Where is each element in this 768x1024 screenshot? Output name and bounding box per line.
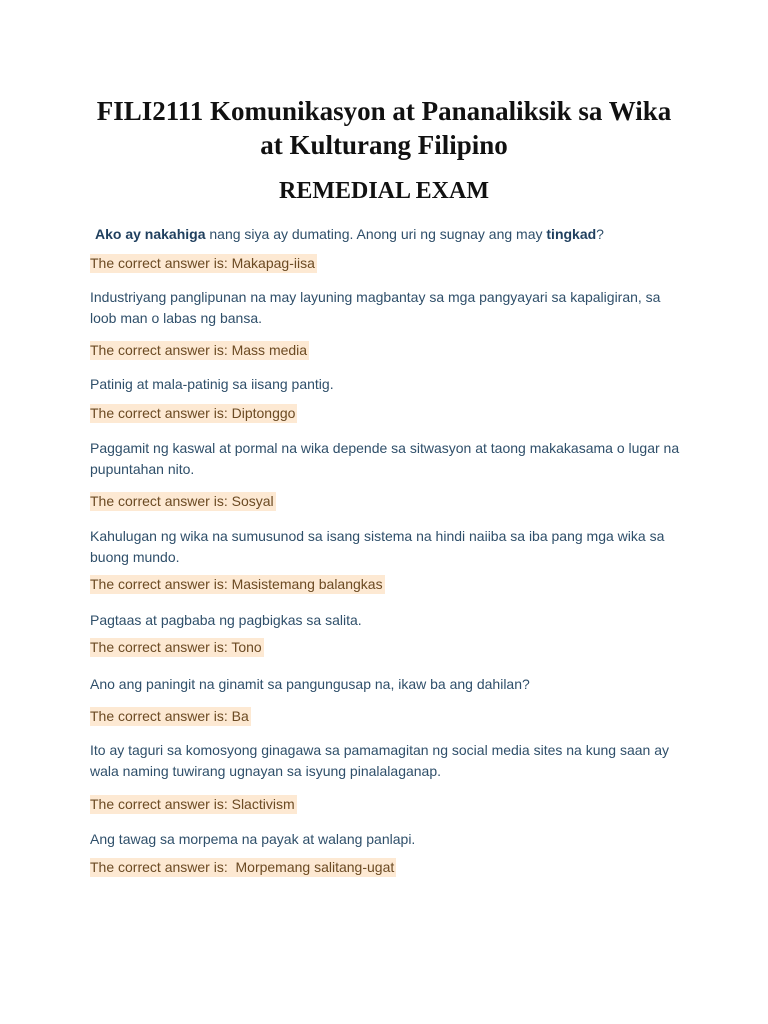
answer-1: The correct answer is: Makapag-iisa bbox=[90, 255, 315, 271]
answer-2: The correct answer is: Mass media bbox=[90, 342, 308, 358]
answer-3: The correct answer is: Diptonggo bbox=[90, 405, 296, 421]
question-4: Paggamit ng kaswal at pormal na wika depende sa sitwasyon at taong makakasama o lugar na pupuntahan nito. bbox=[90, 440, 680, 477]
title-line-1: FILI2111 Komunikasyon at Pananaliksik sa Wika bbox=[96, 96, 672, 126]
question-8: Ito ay taguri sa komosyong ginagawa sa pamamagitan ng social media sites na kung saan ay wala naming tuwirang ugnayan sa isyung pinalalaganap. bbox=[90, 742, 670, 779]
exam-subtitle: REMEDIAL EXAM bbox=[278, 178, 489, 204]
question-1 bbox=[95, 224, 695, 245]
question-6: Pagtaas at pagbaba ng pagbigkas sa salita. bbox=[90, 612, 362, 628]
answer-4: The correct answer is: Sosyal bbox=[90, 493, 274, 509]
answer-6: The correct answer is: Tono bbox=[90, 639, 262, 655]
answer-9: The correct answer is: Morpemang salitang-ugat bbox=[90, 859, 395, 875]
document-title bbox=[40, 94, 728, 162]
answer-7: The correct answer is: Ba bbox=[90, 708, 249, 724]
answer-8: The correct answer is: Slactivism bbox=[90, 796, 295, 812]
title-line-2: at Kulturang Filipino bbox=[260, 130, 508, 160]
question-1-bold-1: Ako ay nakahiga bbox=[95, 226, 206, 242]
question-7: Ano ang paningit na ginamit sa pangungusap na, ikaw ba ang dahilan? bbox=[90, 676, 530, 692]
question-2: Industriyang panglipunan na may layuning magbantay sa mga pangyayari sa kapaligiran, sa loob man o labas ng bansa. bbox=[90, 289, 661, 326]
question-3: Patinig at mala-patinig sa iisang pantig. bbox=[90, 376, 334, 392]
answer-5: The correct answer is: Masistemang balangkas bbox=[90, 576, 383, 592]
question-1-bold-2: tingkad bbox=[546, 226, 597, 242]
question-5: Kahulugan ng wika na sumusunod sa isang sistema na hindi naiiba sa iba pang mga wika sa buong mundo. bbox=[90, 528, 665, 565]
question-9: Ang tawag sa morpema na payak at walang panlapi. bbox=[90, 831, 416, 847]
question-1-text-1: nang siya ay dumating. Anong uri ng sugnay ang may bbox=[205, 226, 547, 242]
question-1-text-2: ? bbox=[596, 226, 604, 242]
